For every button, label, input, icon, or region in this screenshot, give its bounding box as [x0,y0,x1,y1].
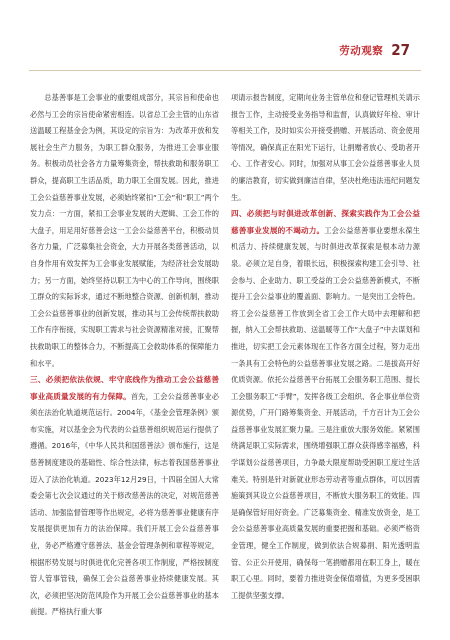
article-body [30,90,420,617]
paragraph-continued: 项请示报告制度，定期向业务主管单位和登记管理机关请示报告工作，主动接受业务指导和监督，认真做好年检、审计等相关工作，及时如实公开接受捐赠、开展活动、资金使用等情况，确保真正在阳光下运行，让捐赠者放心、受助者开心、工作者安心。同时，加强对从事工会公益慈善事业人员的廉洁教育，切实做到廉洁自律，坚决杜绝违法违纪问题发生。 [231,93,420,202]
paragraph-text: 首先，工会公益慈善事业必须在法治化轨道规范运行。2004年，《基金会管理条例》颁布实施，对以基金会为代表的公益慈善组织规范运行提供了遵循。2016年，《中华人民共和国慈善法》颁布施行，这是慈善制度建设的基础性、综合性法律，标志着我国慈善事业迈入了法治化轨道。2023年12月29日，十四届全国人大常委会第七次会议通过的关于修改慈善法的决定，对规范慈善活动、加强监督管理等作出规定，必将为慈善事业健康有序发展提供更加有力的法治保障。我们开展工会公益慈善事业，务必严格遵守慈善法、基金会管理条例和章程等规定，根据形势发展与时俱进优化完善各项工作制度，严格按制度管人管事管钱，确保工会公益慈善事业持续健康发展。其次，必须把坚决防范风险作为开展工会公益慈善事业的基本前提。严格执行重大事 [30,391,219,617]
section-heading: 三、必须把依法依规、牢守底线作为推动工会公益慈善事业高质量发展的有力保障。 [30,375,219,401]
section-heading: 四、必须把与时俱进改革创新、探索实践作为工会公益慈善事业发展的不竭动力。 [231,209,420,235]
section-title: 劳动观察 [339,44,384,57]
paragraph-text: 工会公益慈善事业要想永葆生机活力、持续健康发展，与时俱进改革探索是根本动力源泉。必须立足自身，着眼长远，积极探索构建工会引导、社会参与、企业助力、职工受益的工会公益慈善新模式，不断提升工会公益事业的覆盖面、影响力。一是突出工会特色。将工会公益慈善工作放到全省工会工作大局中去理解和把握，纳入工会帮扶救助、送温暖等工作“大盘子”中去谋划和推进，切实把工会元素体现在工作各方面全过程，努力走出一条具有工会特色的公益慈善事业发展之路。二是拔高开好优质资源。依托公益慈善平台拓展工会服务职工范围、提长工会服务职工“手臂”，发挥各级工会组织、各企事业单位资源优势，广开门路筹集资金、开展活动，千方百计为工会公益慈善事业发展汇聚力量。三是注重放大服务效能。紧紧围绕满足职工实际需求，围绕增强职工群众获得感幸福感，科学谋划公益慈善项目，力争最大限度帮助受困职工度过生活难关。特别是针对新就业形态劳动者等重点群体，可以因需施策到其设立公益慈善项目，不断放大服务职工的效能。四是确保管好用好资金。广泛募集资金、精准发放资金，是工会公益慈善事业高质量发展的重要把握和基础。必须严格资金管理，健全工作制度，做到依法合规募捐、阳光透明监管、公正公开使用，确保每一笔捐赠都用在职工身上，暖在职工心里。同时，要着力推进资金保值增值，为更多受困职工提供坚强支撑。 [231,225,420,600]
paragraph: 总基善事是工会事业的重要组成部分，其宗旨和使命也必然与工会的宗旨使命紧密相连。以省总工会主管的山东省送温暖工程基金会为例，其设定的宗旨为：为改革开放和发展社会生产力服务，为职工群众服务，为推进工会事业服务。积极动员社会各方力量筹集资金，帮扶救助和服务职工群众，提高职工生活品质，助力职工全面发展。因此，推进工会公益慈善事业发展，必须始终紧扣“工会”和“职工”两个发力点：一方面，紧扣工会事业发展的大逻辑、工会工作的大盘子，用足用好慈善会这一工会公益慈善平台，积极动员各方力量，广泛募集社会资金，大力开展各类慈善活动，以自身作用有效发挥为工会事业发展赋能，为经济社会发展助力；另一方面，始终坚持以职工为中心的工作导向，围绕职工群众的实际诉求，通过不断地整合资源、创新机制，推动工会公益慈善事业的创新发展，推动其与工会传统帮扶救助工作有序衔接，实现职工需求与社会资源精准对接，汇聚帮扶救助职工的整体合力，不断提高工会救助体系的保障能力和水平。 [30,93,219,368]
page-number: 27 [391,41,410,59]
right-column [231,90,420,610]
page-header [339,40,410,60]
left-column [30,90,219,617]
header-divider [29,70,421,71]
